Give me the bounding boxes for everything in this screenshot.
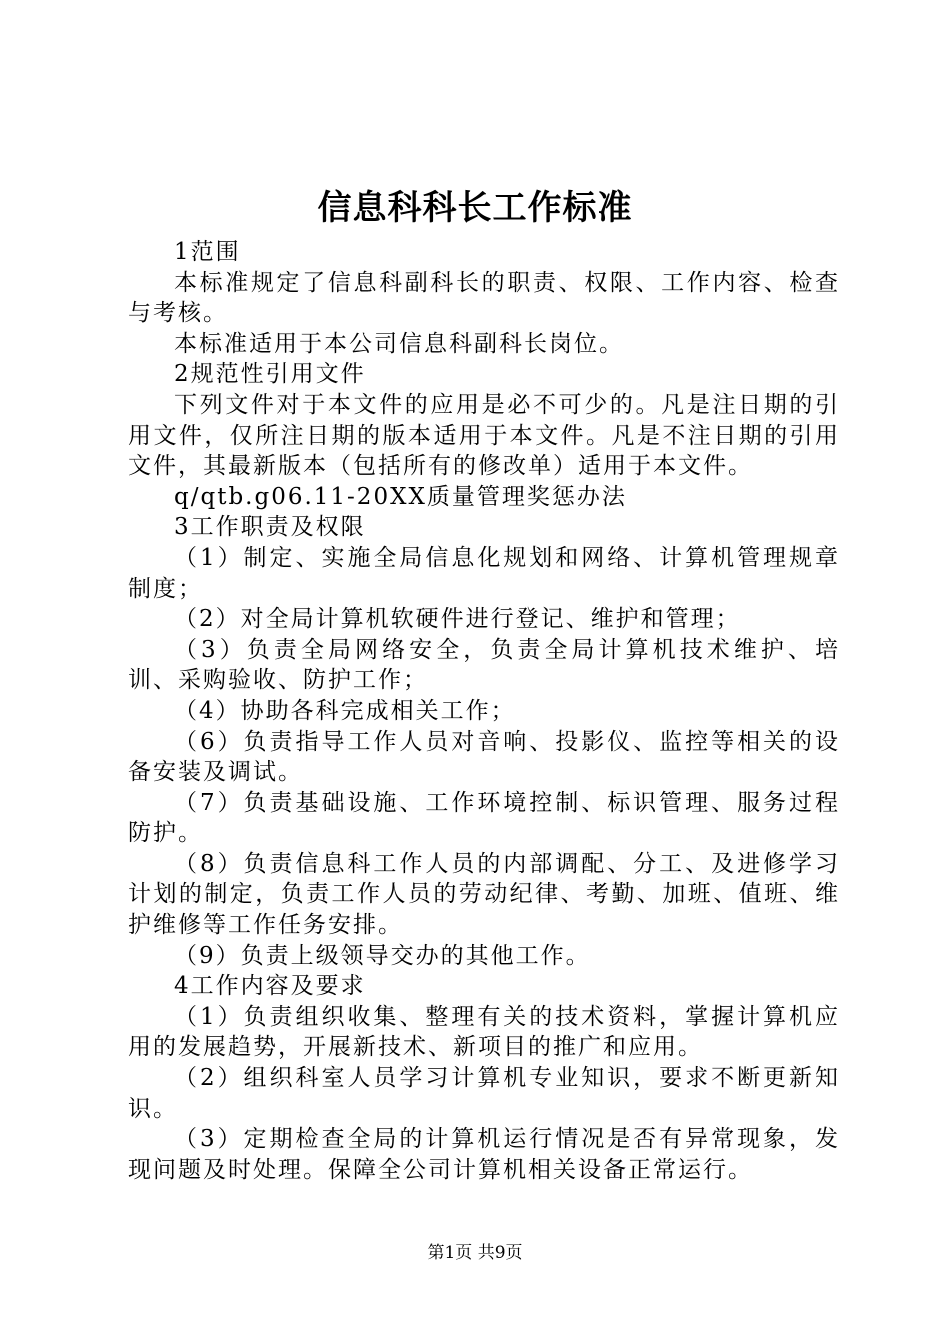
section-heading-scope: 1范围 — [174, 239, 241, 265]
section-heading-work-content: 4工作内容及要求 — [174, 973, 366, 1000]
list-item: （6）负责指导工作人员对音响、投影仪、监控等相关的设备安装及调试。 — [128, 728, 840, 786]
list-item: （3）负责全局网络安全，负责全局计算机技术维护、培训、采购验收、防护工作； — [128, 636, 840, 694]
paragraph: q/qtb.g06.11-20XX质量管理奖惩办法 — [174, 483, 627, 510]
list-item: （9）负责上级领导交办的其他工作。 — [174, 942, 591, 969]
document-title: 信息科科长工作标准 — [317, 188, 633, 228]
list-item: （2）对全局计算机软硬件进行登记、维护和管理； — [174, 606, 741, 633]
document-body — [128, 237, 840, 1185]
section-heading-duties: 3工作职责及权限 — [174, 514, 366, 541]
list-item: （4）协助各科完成相关工作； — [174, 697, 516, 724]
paragraph: 本标准适用于本公司信息科副科长岗位。 — [174, 330, 624, 357]
list-item: （1）制定、实施全局信息化规划和网络、计算机管理规章制度； — [128, 544, 840, 602]
list-item: （2）组织科室人员学习计算机专业知识，要求不断更新知识。 — [128, 1065, 840, 1122]
section-heading-references: 2规范性引用文件 — [174, 361, 366, 388]
list-item: （7）负责基础设施、工作环境控制、标识管理、服务过程防护。 — [128, 789, 840, 847]
list-item: （8）负责信息科工作人员的内部调配、分工、及进修学习计划的制定，负责工作人员的劳动纪律、考勤、加班、值班、维护维修等工作任务安排。 — [128, 850, 840, 939]
paragraph: 下列文件对于本文件的应用是必不可少的。凡是注日期的引用文件，仅所注日期的版本适用于本文件。凡是不注日期的引用文件，其最新版本（包括所有的修改单）适用于本文件。 — [128, 391, 840, 480]
list-item: （1）负责组织收集、整理有关的技术资料，掌握计算机应用的发展趋势，开展新技术、新项目的推广和应用。 — [128, 1003, 840, 1061]
page-footer: 第1页 共9页 — [427, 1243, 523, 1263]
list-item: （3）定期检查全局的计算机运行情况是否有异常现象，发现问题及时处理。保障全公司计算机相关设备正常运行。 — [128, 1126, 840, 1183]
paragraph: 本标准规定了信息科副科长的职责、权限、工作内容、检查与考核。 — [128, 269, 840, 327]
